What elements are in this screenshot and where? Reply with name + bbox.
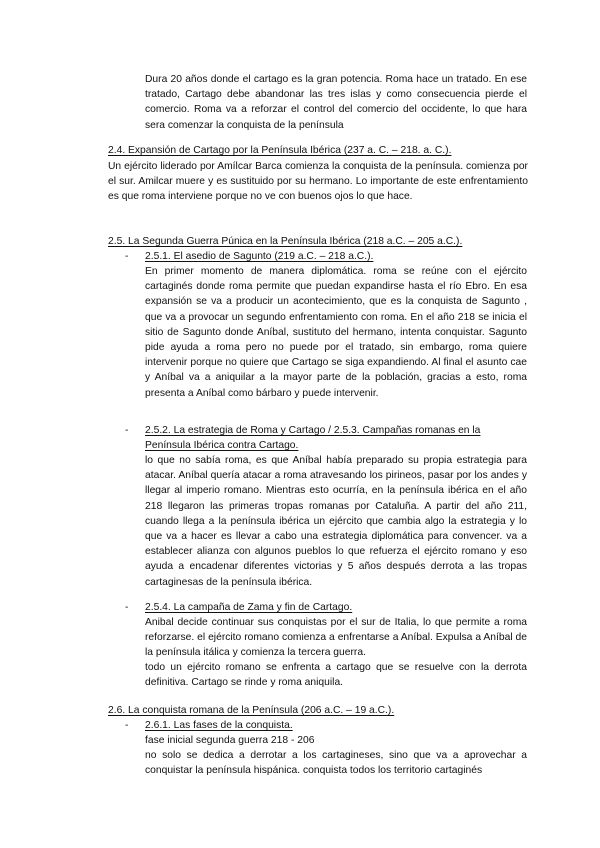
subsection-2-5-4-body-2: todo un ejército romano se enfrenta a cartago que se resuelve con la derrota definitiva. Cartago se rinde y roma aniquila.	[145, 662, 527, 689]
subsection-2-5-4-body-1: Anibal decide continuar sus conquistas por el sur de Italia, lo que permite a roma reforzarse. el ejército romano comienza a enfrentarse a Aníbal. Expulsa a Aníbal de la península itálica y comienza la tercera guerra.	[145, 617, 527, 659]
subsection-2-5-4-heading: 2.5.4. La campaña de Zama y fin de Cartago.	[145, 602, 353, 613]
subsection-2-5-2-heading-line2: Península Ibérica contra Cartago.	[145, 440, 299, 451]
subsection-2-5-1-header	[125, 249, 535, 264]
subsection-2-6-1-line1: fase inicial segunda guerra 218 - 206	[145, 735, 315, 746]
section-2-4-body: Un ejército liderado por Amílcar Barca comienza la conquista de la península. comienza por el sur. Amilcar muere y es sustituido por su hermano. Lo importante de este enfrentamiento es que roma interviene porque no ve con buenos ojos lo que hace.	[108, 161, 528, 203]
bullet-dash: -	[125, 602, 129, 613]
subsection-2-5-2-header	[125, 423, 540, 438]
subsection-2-6-1-body: no solo se dedica a derrotar a los cartagineses, sino que va a aprovechar a conquistar la península hispánica. conquista todos los territorio cartaginés	[145, 750, 527, 777]
bullet-dash: -	[125, 720, 129, 731]
bullet-dash: -	[125, 425, 129, 436]
intro-paragraph: Dura 20 años donde el cartago es la gran potencia. Roma hace un tratado. En ese tratado, Cartago debe abandonar las tres islas y como consecuencia pierde el comercio. Roma va a reforzar el control del comercio del occidente, lo que hara sera comenzar la conquista de la península	[145, 74, 527, 131]
bullet-dash: -	[125, 251, 129, 262]
subsection-2-5-2-body: lo que no sabía roma, es que Aníbal había preparado su propia estrategia para atacar. Aníbal quería atacar a roma atravesando los pirineos, pasar por los andes y llegar al imperio romano. Mientras esto ocurría, en la península ibérica en el año 218 llegaron las primeras tropas romanas por Cataluña. A partir del año 211, cuando llega a la península ibérica un ejército que cambia algo la estrategia y lo que va a hacer es llevar a cabo una estrategia diplomática para convencer. va a establecer alianza con algunos pueblos lo que refuerza el ejército romano y eso ayuda a encadenar diferentes victorias y 5 años después derrota a las tropas cartaginesas de la península ibérica.	[145, 455, 527, 588]
subsection-2-5-1-heading: 2.5.1. El asedio de Sagunto (219 a.C. – 218 a.C.).	[145, 251, 374, 262]
section-2-5-heading: 2.5. La Segunda Guerra Púnica en la Península Ibérica (218 a.C. – 205 a.C.).	[108, 236, 463, 247]
section-2-4-heading: 2.4. Expansión de Cartago por la Península Ibérica (237 a. C. – 218. a. C.).	[108, 145, 452, 156]
subsection-2-5-2-heading-line1: 2.5.2. La estrategia de Roma y Cartago / 2.5.3. Campañas romanas en la	[145, 425, 481, 436]
subsection-2-5-1-body: En primer momento de manera diplomática. roma se reúne con el ejército cartaginés donde roma permite que puedan expandirse hasta el río Ebro. En esa expansión se va a producir un acontecimiento, que es la conquista de Sagunto , que va a provocar un segundo enfrentamiento con roma. En el año 218 se inicia el sitio de Sagunto donde Aníbal, sustituto del hermano, intenta conquistar. Sagunto pide ayuda a roma pero no puede por el tratado, sin embargo, roma quiere intervenir porque no quiere que Cartago se siga expandiendo. Al final el asunto cae y Aníbal va a aniquilar a la mayor parte de la población, gracias a esto, roma presenta a Aníbal como bárbaro y puede intervenir.	[145, 266, 527, 399]
subsection-2-5-4-header	[125, 600, 535, 615]
subsection-2-6-1-header	[125, 718, 535, 733]
subsection-2-6-1-heading: 2.6.1. Las fases de la conquista.	[145, 720, 293, 731]
section-2-6-heading: 2.6. La conquista romana de la Península (206 a.C. – 19 a.C.).	[108, 705, 395, 716]
